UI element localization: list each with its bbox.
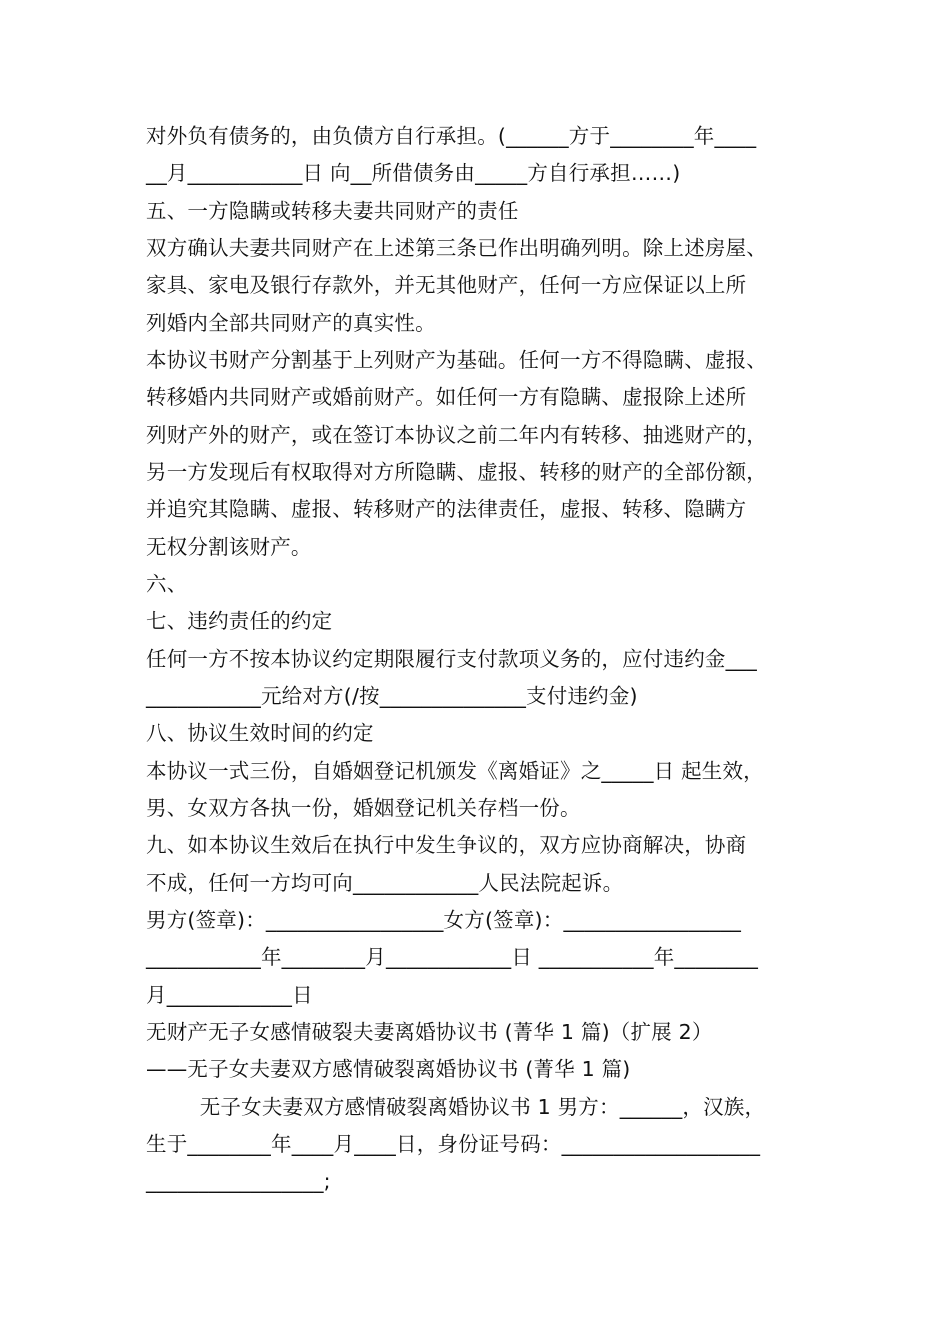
section-heading: 五、一方隐瞒或转移夫妻共同财产的责任	[146, 199, 519, 223]
text-line: 无子女夫妻双方感情破裂离婚协议书 1 男方：______，汉族，	[146, 1095, 766, 1119]
text-line: 另一方发现后有权取得对方所隐瞒、虚报、转移的财产的全部份额，	[146, 460, 767, 484]
text-line: 不成，任何一方均可向____________人民法院起诉。	[146, 871, 624, 895]
text-line: 对外负有债务的，由负债方自行承担。(______方于________年____	[146, 124, 757, 148]
text-line: 男、女双方各执一份，婚姻登记机关存档一份。	[146, 796, 581, 820]
text-line: __月___________日 向__所借债务由_____方自行承担……)	[146, 161, 681, 185]
document-title: 无财产无子女感情破裂夫妻离婚协议书 (菁华 1 篇)（扩展 2）	[146, 1020, 713, 1044]
signature-line: 男方(签章)：_________________女方(签章)：_________________	[146, 908, 742, 932]
text-line: 双方确认夫妻共同财产在上述第三条已作出明确列明。除上述房屋、	[146, 236, 767, 260]
section-heading: 七、违约责任的约定	[146, 609, 333, 633]
text-line: 列婚内全部共同财产的真实性。	[146, 311, 436, 335]
text-line: 无权分割该财产。	[146, 535, 312, 559]
text-line: 本协议书财产分割基于上列财产为基础。任何一方不得隐瞒、虚报、	[146, 348, 767, 372]
date-line: ___________年________月____________日 ___________年________	[146, 945, 759, 969]
text-line: ___________元给对方(/按______________支付违约金)	[146, 684, 638, 708]
section-heading: 八、协议生效时间的约定	[146, 721, 374, 745]
section-heading: 九、如本协议生效后在执行中发生争议的，双方应协商解决，协商	[146, 833, 747, 857]
text-line: 本协议一式三份，自婚姻登记机颁发《离婚证》之_____日 起生效，	[146, 759, 764, 783]
text-line: 转移婚内共同财产或婚前财产。如任何一方有隐瞒、虚报除上述所	[146, 385, 747, 409]
text-line: 任何一方不按本协议约定期限履行支付款项义务的，应付违约金___	[146, 647, 757, 671]
section-heading: 六、	[146, 572, 188, 596]
text-line: 生于________年____月____日，身份证号码：___________________	[146, 1132, 761, 1156]
text-line: _________________;	[146, 1169, 331, 1193]
text-line: 列财产外的财产，或在签订本协议之前二年内有转移、抽逃财产的，	[146, 423, 767, 447]
date-line: 月____________日	[146, 983, 313, 1007]
text-line: 家具、家电及银行存款外，并无其他财产，任何一方应保证以上所	[146, 273, 747, 297]
text-line: 并追究其隐瞒、虚报、转移财产的法律责任，虚报、转移、隐瞒方	[146, 497, 747, 521]
document-subtitle: ——无子女夫妻双方感情破裂离婚协议书 (菁华 1 篇)	[146, 1057, 631, 1081]
